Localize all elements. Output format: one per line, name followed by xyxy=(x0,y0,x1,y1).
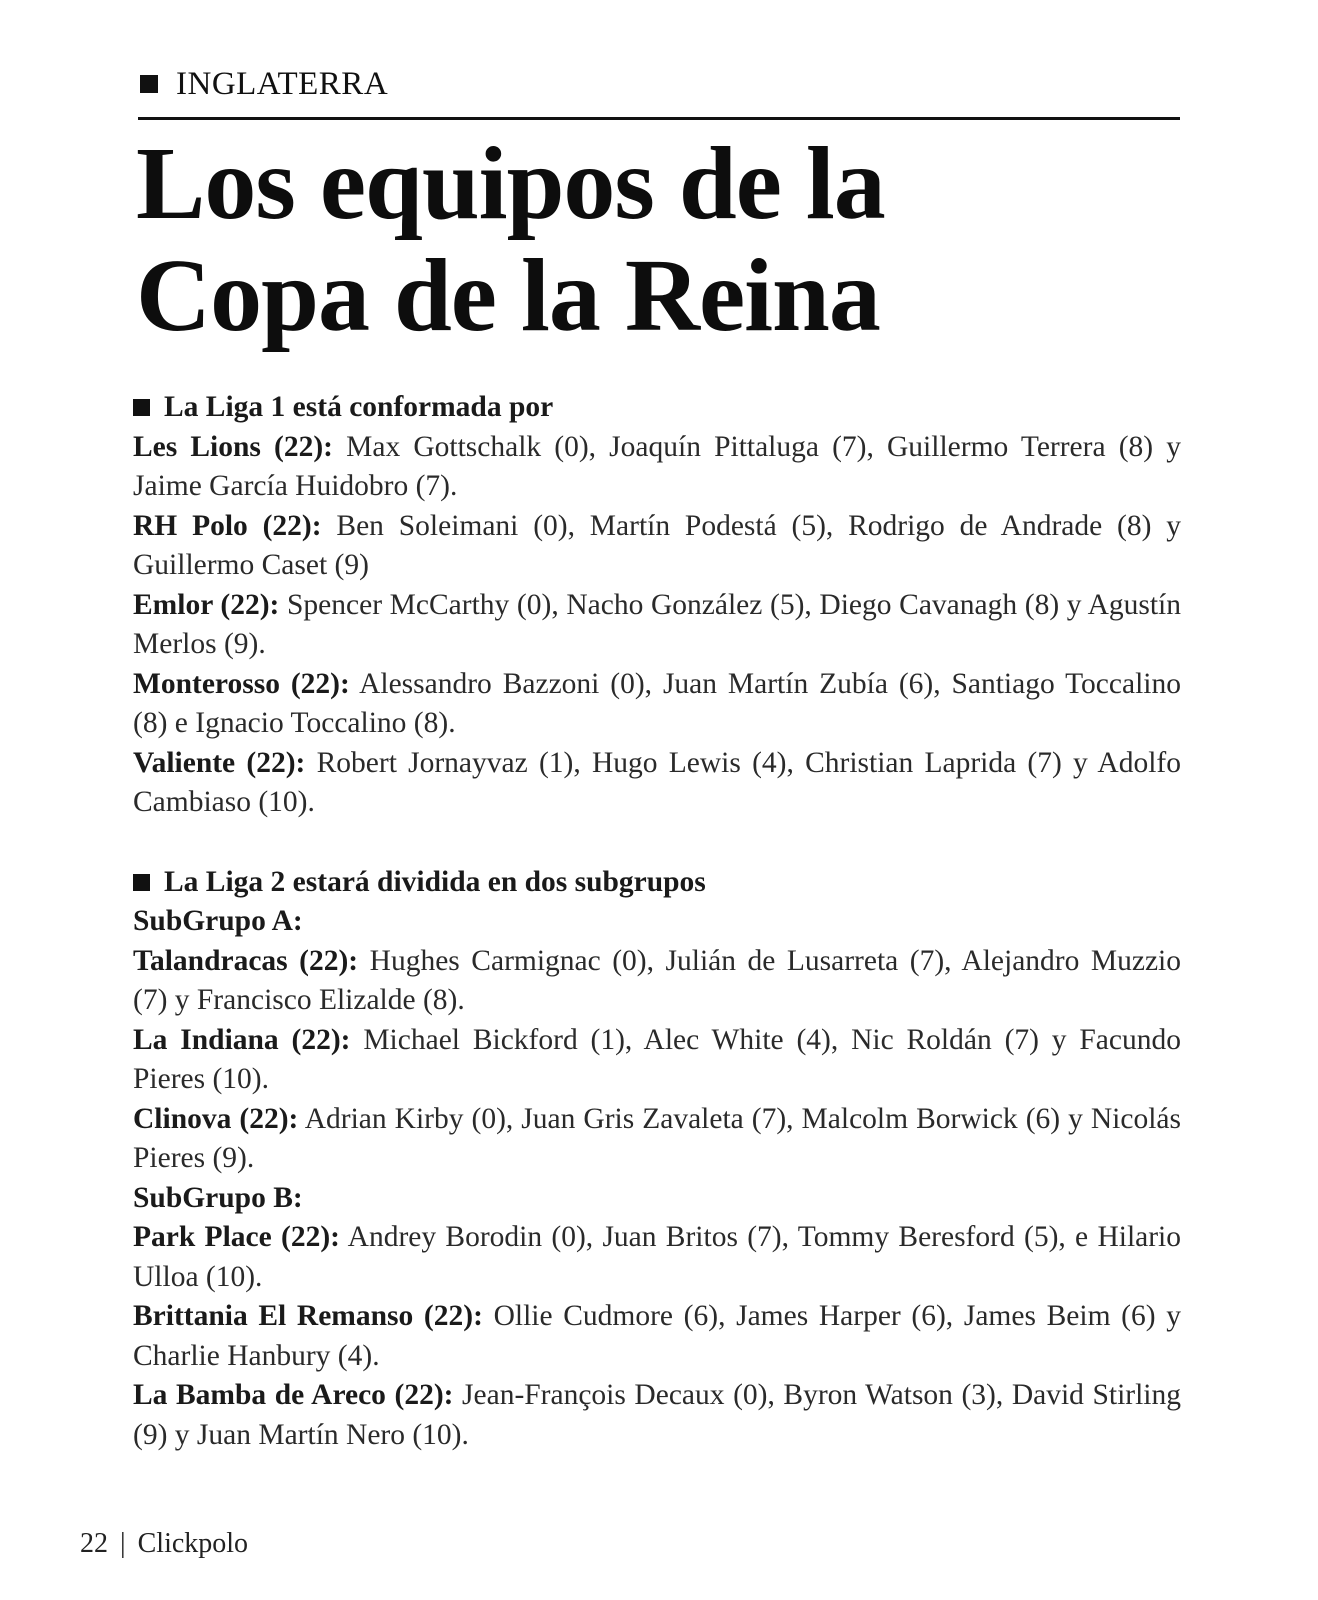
team-entry xyxy=(133,1100,1181,1179)
team-entry xyxy=(133,1297,1181,1376)
team-entry xyxy=(133,1218,1181,1297)
team-entry xyxy=(133,665,1181,744)
square-bullet-icon xyxy=(140,75,158,93)
team-entry xyxy=(133,744,1181,823)
team-name: Brittania El Remanso (22): xyxy=(133,1300,483,1332)
page-title-line-2: Copa de la Reina xyxy=(136,238,880,353)
team-players: Max Gottschalk (0), Joaquín Pittaluga (7), Guillermo Terrera (8) y Jaime García Huidobro (7). xyxy=(133,430,1181,502)
team-entry xyxy=(133,1376,1181,1455)
page-footer xyxy=(80,1528,248,1560)
square-bullet-icon xyxy=(133,399,150,416)
footer-separator: | xyxy=(120,1528,126,1559)
team-players: Adrian Kirby (0), Juan Gris Zavaleta (7), Malcolm Borwick (6) y Nicolás Pieres (9). xyxy=(133,1102,1181,1174)
section-label xyxy=(140,66,388,102)
team-entry xyxy=(133,586,1181,665)
team-entry xyxy=(133,1021,1181,1100)
team-players: Alessandro Bazzoni (0), Juan Martín Zubía (6), Santiago Toccalino (8) e Ignacio Toccalino (8). xyxy=(133,667,1181,739)
team-players: Jean-François Decaux (0), Byron Watson (3), David Stirling (9) y Juan Martín Nero (10). xyxy=(133,1379,1181,1451)
page-title xyxy=(136,128,885,352)
page-title-line-1: Los equipos de la xyxy=(136,126,885,241)
liga-2-section xyxy=(133,863,1181,1456)
article-body xyxy=(133,388,1181,1455)
team-players: Ollie Cudmore (6), James Harper (6), James Beim (6) y Charlie Hanbury (4). xyxy=(133,1300,1181,1372)
team-name: Les Lions (22): xyxy=(133,430,333,463)
team-name: Talandracas (22): xyxy=(133,944,359,977)
team-name: Clinova (22): xyxy=(133,1102,299,1135)
subgroup-b-label: SubGrupo B: xyxy=(133,1181,303,1214)
publication-name: Clickpolo xyxy=(137,1528,249,1559)
team-name: RH Polo (22): xyxy=(133,509,322,542)
liga-2-heading-text: La Liga 2 estará dividida en dos subgrupos xyxy=(164,865,706,898)
team-players: Spencer McCarthy (0), Nacho González (5), Diego Cavanagh (8) y Agustín Merlos (9). xyxy=(133,588,1181,660)
team-entry xyxy=(133,428,1181,507)
team-entry xyxy=(133,942,1181,1021)
liga-2-heading xyxy=(133,863,1181,903)
section-spacer xyxy=(133,823,1181,863)
liga-1-section xyxy=(133,388,1181,823)
team-players: Michael Bickford (1), Alec White (4), Nic Roldán (7) y Facundo Pieres (10). xyxy=(133,1023,1181,1095)
team-entry xyxy=(133,507,1181,586)
team-players: Andrey Borodin (0), Juan Britos (7), Tommy Beresford (5), e Hilario Ulloa (10). xyxy=(133,1221,1181,1293)
section-label-text: INGLATERRA xyxy=(176,66,389,102)
team-players: Ben Soleimani (0), Martín Podestá (5), Rodrigo de Andrade (8) y Guillermo Caset (9) xyxy=(133,509,1181,581)
header-rule xyxy=(138,117,1180,120)
page-number: 22 xyxy=(80,1528,108,1559)
square-bullet-icon xyxy=(133,874,150,891)
liga-1-heading xyxy=(133,388,1181,428)
team-name: Valiente (22): xyxy=(133,746,306,779)
subgroup-a-label: SubGrupo A: xyxy=(133,905,303,937)
team-name: La Indiana (22): xyxy=(133,1023,351,1056)
team-players: Hughes Carmignac (0), Julián de Lusarreta (7), Alejandro Muzzio (7) y Francisco Elizalde (8). xyxy=(133,944,1181,1016)
team-name: Park Place (22): xyxy=(133,1221,340,1253)
team-players: Robert Jornayvaz (1), Hugo Lewis (4), Christian Laprida (7) y Adolfo Cambiaso (10). xyxy=(133,746,1181,818)
team-name: Monterosso (22): xyxy=(133,667,350,700)
team-name: Emlor (22): xyxy=(133,588,280,621)
liga-1-heading-text: La Liga 1 está conformada por xyxy=(164,391,554,423)
team-name: La Bamba de Areco (22): xyxy=(133,1379,454,1411)
